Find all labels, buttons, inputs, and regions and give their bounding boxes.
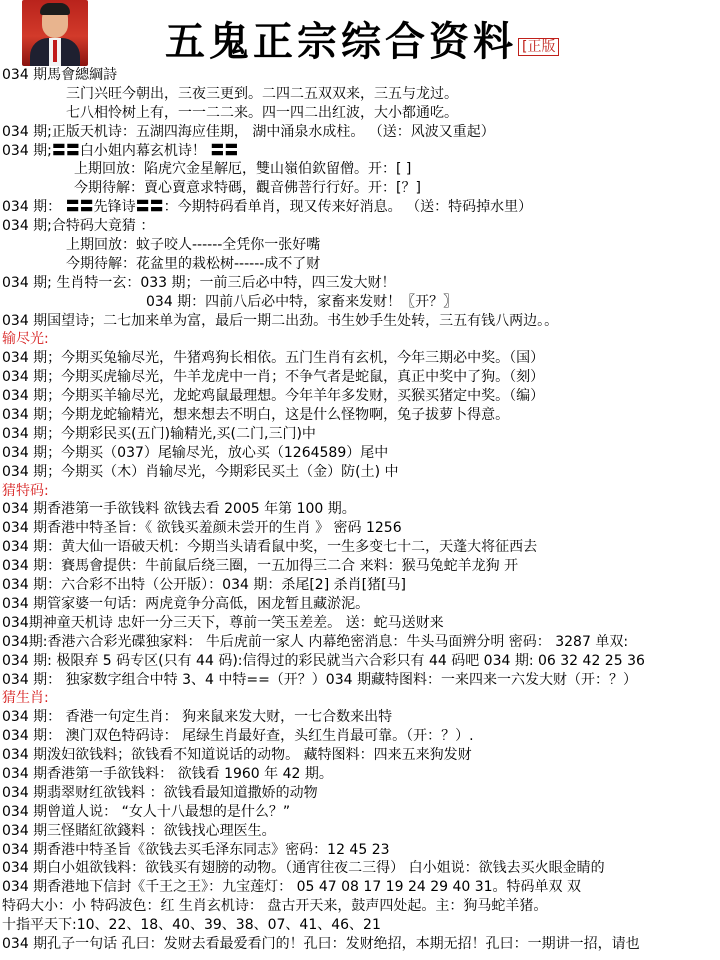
text-line: 特码大小：小 特码波色：红 生肖玄机诗： 盘古开天来，鼓声四处起。主：狗马蛇羊猪。 [2,898,548,915]
text-line: 034 期泼妇欲钱料；欲钱看不知道说话的动物。 藏特图料：四来五来狗发财 [2,747,472,764]
text-line: 034 期香港中特圣旨《欲钱去买毛泽东同志》密码：12 45 23 [2,841,390,858]
text-line: 034 期： 香港一句定生肖： 狗来鼠来发大财，一七合数来出特 [2,709,393,726]
avatar [22,0,88,66]
text-line: 034 期馬會總綱詩 [2,67,118,83]
text-line: 034 期: 极限弃 5 码专区(只有 44 码):信得过的彩民就当六合彩只有 44 码吧 034 期: 06 32 42 25 36 [2,652,645,669]
section-heading: 猜特码: [2,482,49,499]
text-line: 034 期；今期彩民买(五门)输精光,买(二门,三门)中 [2,425,316,442]
text-line: 034 期；今期买兔输尽光，牛猪鸡狗长相依。五门生肖有玄机，今年三期必中奖。（国） [2,350,545,367]
text-line: 034 期三怪賭紅欲錢料 ：欲钱找心理医生。 [2,822,276,839]
text-line: 034 期；今期买羊输尽光，龙蛇鸡鼠最理想。今年羊年多发财，买猴买猪定中奖。（编） [2,388,545,405]
text-line: 034 期;〓〓白小姐内幕玄机诗！ 〓〓 [2,142,239,159]
text-line: 034 期： 澳门双色特码诗： 尾绿生肖最好查，头红生肖最可靠。（开：？）. [2,728,474,745]
text-line: 034 期孔子一句话 孔曰：发财去看最爱看门的！孔曰：发财绝招，本期无招！孔曰：一期讲一招，请也 [2,935,640,952]
document-body [0,66,720,954]
section-heading: 猜生肖: [2,690,49,707]
page-title: 五鬼正宗综合资料 [165,18,517,65]
text-line: 034 期香港中特圣旨：《 欲钱买羞颜未尝开的生肖 》 密码 1256 [2,520,402,537]
text-line: 034 期：黄大仙一语破天机：今期当头请看鼠中奖，一生多变七十二，天蓬大将征西去 [2,539,538,556]
text-line: 034 期;合特码大竟猜 ： [2,218,155,235]
text-line: 034 期香港第一手欲钱料： 欲钱看 1960 年 42 期。 [2,765,333,782]
text-line: 034 期： 〓〓先锋诗〓〓：今期特码看单肖，现又传来好消息。 （送：特码掉水里） [2,199,533,216]
avatar-tie-shape [53,40,57,62]
text-line: 七八相怜树上有，一一二二来。四一四二出红波，大小都通吃。 [66,104,458,121]
text-line: 上期回放：陷虎穴金星解厄，雙山嶺伯欽留僧。开：[ ] [74,161,412,178]
text-line: 034 期：四前八后必中特，家畜来发财！〖开？〗 [146,293,458,310]
text-line: 今期待解：花盆里的栽松树------成不了财 [66,255,321,272]
text-line: 034 期香港地下信封《千王之王》：九宝莲灯： 05 47 08 17 19 24 29 40 31。特码单双 双 [2,879,582,896]
text-line: 034 期：賽馬會提供：牛前鼠后绕三圈，一五加得三二合 来料：猴马兔蛇羊龙狗 开 [2,558,519,575]
text-line: 三门兴旺今朝出，三夜三更到。二四二五双双来，三五与龙过。 [66,85,458,102]
text-line: 上期回放：蚊子咬人------全凭你一张好嘴 [66,237,321,254]
text-line: 034 期白小姐欲钱料：欲钱买有翅膀的动物。（通宵往夜二三得） 白小姐说：欲钱去买火眼金睛的 [2,860,605,877]
text-line: 034 期香港第一手欲钱料 欲钱去看 2005 年第 100 期。 [2,501,356,518]
page-header [0,0,720,68]
text-line: 034 期翡翠财红欲钱料 ：欲钱看最知道撒娇的动物 [2,784,318,801]
text-line: 034 期曾道人说： “女人十八最想的是什么？” [2,803,291,820]
text-line: 034 期; 生肖特一玄：033 期；一前三后必中特，四三发大财！ [2,274,396,291]
text-line: 034 期国望诗；二七加来单为富，最后一期二出劲。书生妙手生处转，三五有钱八两边。。 [2,312,559,329]
text-line: 034 期管家婆一句话：两虎竟争分高低，困龙暂且藏淤泥。 [2,595,370,612]
text-line: 034 期：六合彩不出特（公开版）：034 期：杀尾[2] 杀肖[猪[马] [2,577,407,594]
text-line: 034 期;正版天机诗：五湖四海应佳期， 湖中涌泉水成柱。 （送：风波又重起） [2,123,495,140]
text-line: 034期神童天机诗 忠奸一分三天下，尊前一笑玉差差。 送：蛇马送财来 [2,614,444,631]
text-line: 034 期；今期买（037）尾输尽光，放心买（1264589）尾中 [2,444,389,461]
section-heading: 输尽光: [2,331,49,348]
text-line: 034 期；今期龙蛇输精光，想来想去不明白，这是什么怪物啊，兔子拔萝卜得意。 [2,407,510,424]
avatar-hair-shape [40,3,70,15]
text-line: 十指平天下:10、22、18、40、39、38、07、41、46、21 [2,917,381,934]
text-line: 034 期： 独家数字组合中特 3、4 中特==（开？）034 期藏特图料：一来四来一六发大财（开：？） [2,671,637,688]
text-line: 034 期；今期买（木）肖输尽光，今期彩民买土（金）防(土) 中 [2,463,399,480]
text-line: 今期待解：賣心賣意求特碼，觀音佛菩行行好。开：[？] [74,180,421,197]
edition-badge: [正版 [518,38,559,56]
text-line: 034 期；今期买虎输尽光，牛羊龙虎中一肖；不争气者是蛇鼠，真正中奖中了狗。（刻） [2,369,545,386]
text-line: 034期:香港六合彩光碟独家料： 牛后虎前一家人 内幕绝密消息：牛头马面辨分明 密码： 3287 单双: [2,633,629,650]
